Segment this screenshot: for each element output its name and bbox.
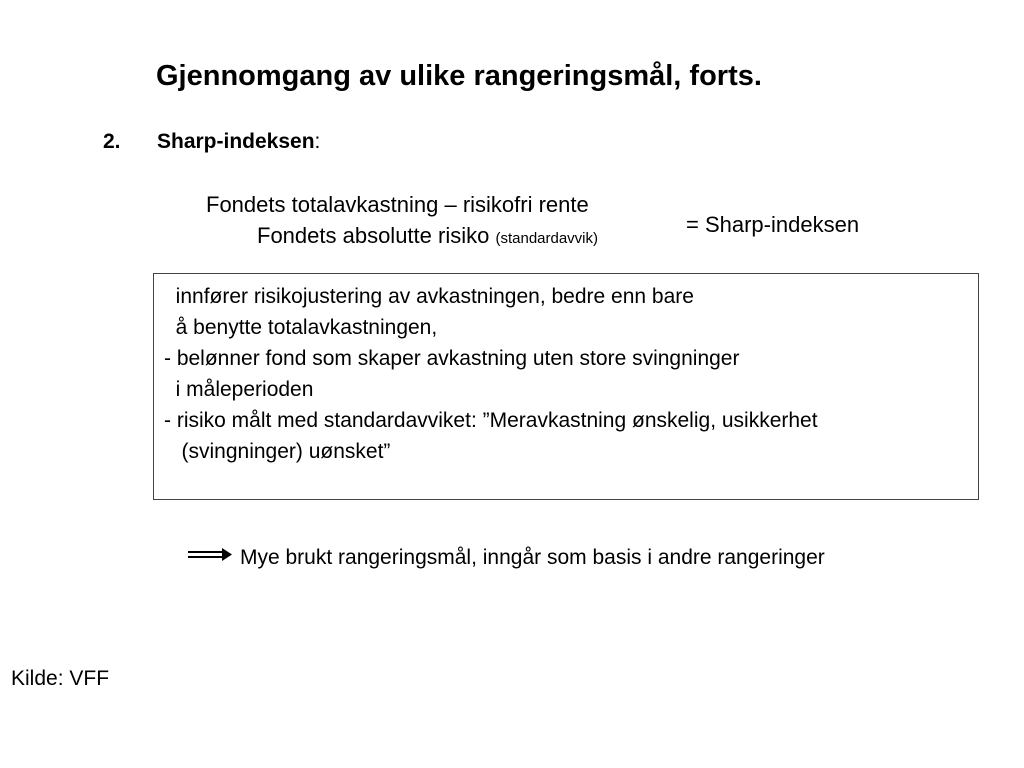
list-item-label: Sharp-indeksen (157, 130, 315, 153)
double-arrow-right-icon (186, 545, 234, 565)
box-line: (svingninger) uønsket” (164, 440, 391, 463)
box-line: innfører risikojustering av avkastningen, bedre enn bare (164, 285, 694, 308)
slide-title: Gjennomgang av ulike rangeringsmål, forts. (156, 60, 762, 92)
list-item-heading (157, 130, 320, 154)
formula-numerator: Fondets totalavkastning – risikofri rente (206, 192, 589, 217)
source-note: Kilde: VFF (11, 667, 110, 690)
formula-denominator (257, 223, 598, 249)
conclusion-text: Mye brukt rangeringsmål, inngår som basis i andre rangeringer (240, 546, 825, 569)
box-line: - risiko målt med standardavviket: ”Meravkastning ønskelig, usikkerhet (164, 409, 818, 432)
list-item-number: 2. (103, 130, 121, 153)
formula-denominator-note: (standardavvik) (495, 230, 599, 247)
description-box (153, 273, 979, 500)
formula-denominator-text: Fondets absolutte risiko (257, 223, 490, 248)
box-line: i måleperioden (164, 378, 314, 401)
box-line: å benytte totalavkastningen, (164, 316, 438, 339)
formula-result: = Sharp-indeksen (686, 212, 860, 237)
list-item-suffix: : (314, 130, 321, 153)
box-line: - belønner fond som skaper avkastning uten store svingninger (164, 347, 740, 370)
